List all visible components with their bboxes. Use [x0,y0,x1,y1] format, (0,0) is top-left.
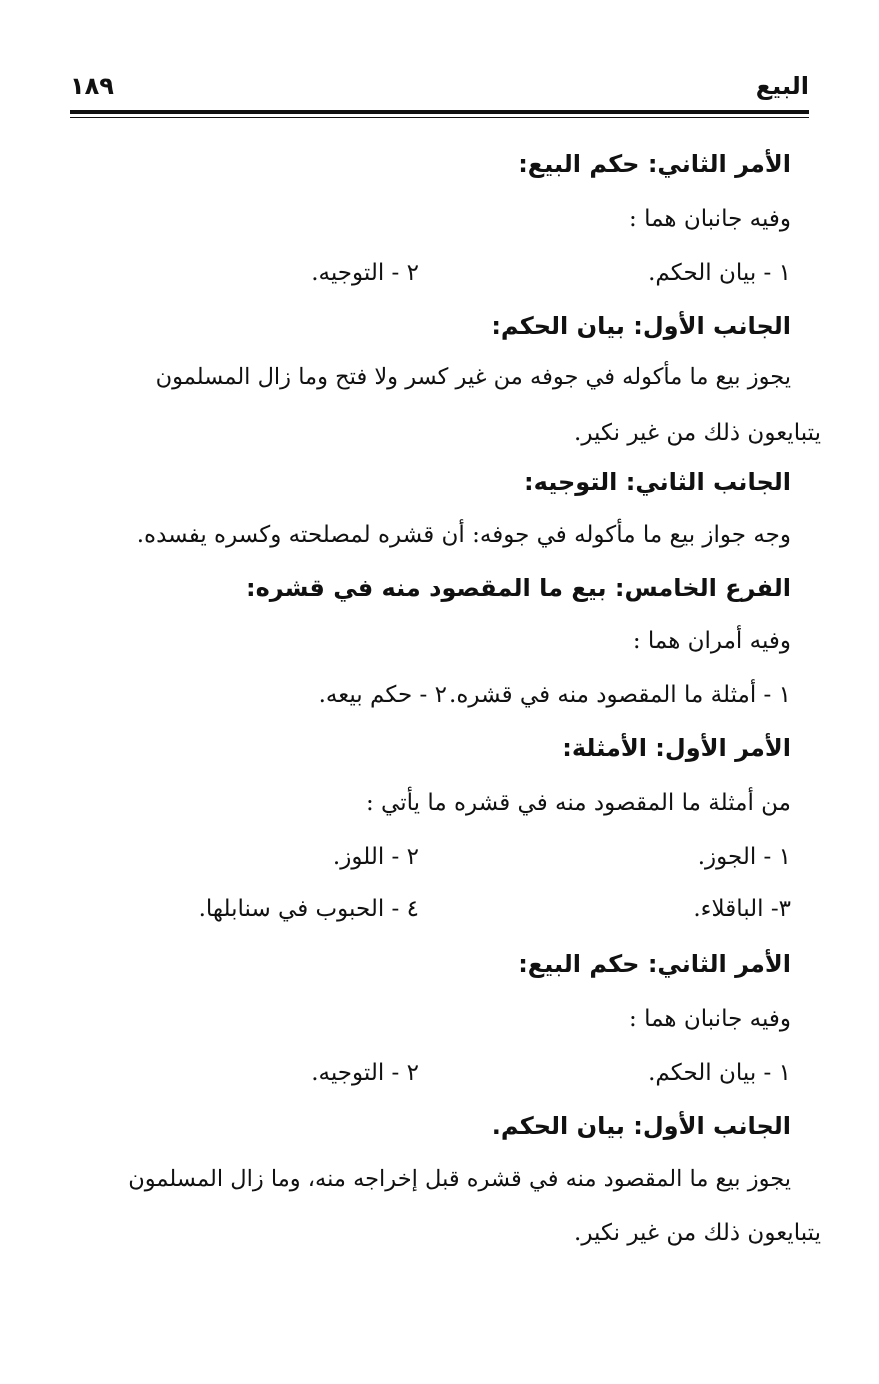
running-title: البيع [755,72,809,100]
list-item: ٢ - التوجيه. [311,260,419,286]
branch-heading: الفرع الخامس: بيع ما المقصود منه في قشره: [246,574,791,602]
paragraph: من أمثلة ما المقصود منه في قشره ما يأتي : [365,790,791,816]
list-item: ٤ - الحبوب في سنابلها. [198,896,419,922]
section-heading: الأمر الثاني: حكم البيع: [518,950,791,978]
list-item: ٢ - حكم بيعه. [318,682,447,708]
section-heading: الجانب الأول: بيان الحكم: [491,312,791,340]
page-number: ١٨٩ [70,72,114,100]
paragraph: يتبايعون ذلك من غير نكير. [574,1220,821,1246]
paragraph: وفيه أمران هما : [632,628,791,654]
section-heading: الأمر الثاني: حكم البيع: [518,150,791,178]
list-item: ١ - بيان الحكم. [648,260,791,286]
paragraph: وجه جواز بيع ما مأكوله في جوفه: أن قشره لمصلحته وكسره يفسده. [136,522,791,548]
paragraph: وفيه جانبان هما : [629,1006,791,1032]
list-item: ٢ - التوجيه. [311,1060,419,1086]
section-heading: الأمر الأول: الأمثلة: [562,734,791,762]
paragraph: يتبايعون ذلك من غير نكير. [574,420,821,446]
header-rule-thin [70,117,809,118]
paragraph: يجوز بيع ما مأكوله في جوفه من غير كسر ولا فتح وما زال المسلمون [155,364,791,390]
list-item: ٢ - اللوز. [332,844,419,870]
list-item: ١ - الجوز. [697,844,791,870]
list-item: ٣- الباقلاء. [693,896,791,922]
list-item: ١ - أمثلة ما المقصود منه في قشره. [449,682,791,708]
page-header [70,72,809,112]
paragraph: يجوز بيع ما المقصود منه في قشره قبل إخراجه منه، وما زال المسلمون [128,1166,791,1192]
header-rule-thick [70,110,809,114]
paragraph: وفيه جانبان هما : [629,206,791,232]
list-item: ١ - بيان الحكم. [648,1060,791,1086]
section-heading: الجانب الأول: بيان الحكم. [491,1112,791,1140]
section-heading: الجانب الثاني: التوجيه: [524,468,791,496]
